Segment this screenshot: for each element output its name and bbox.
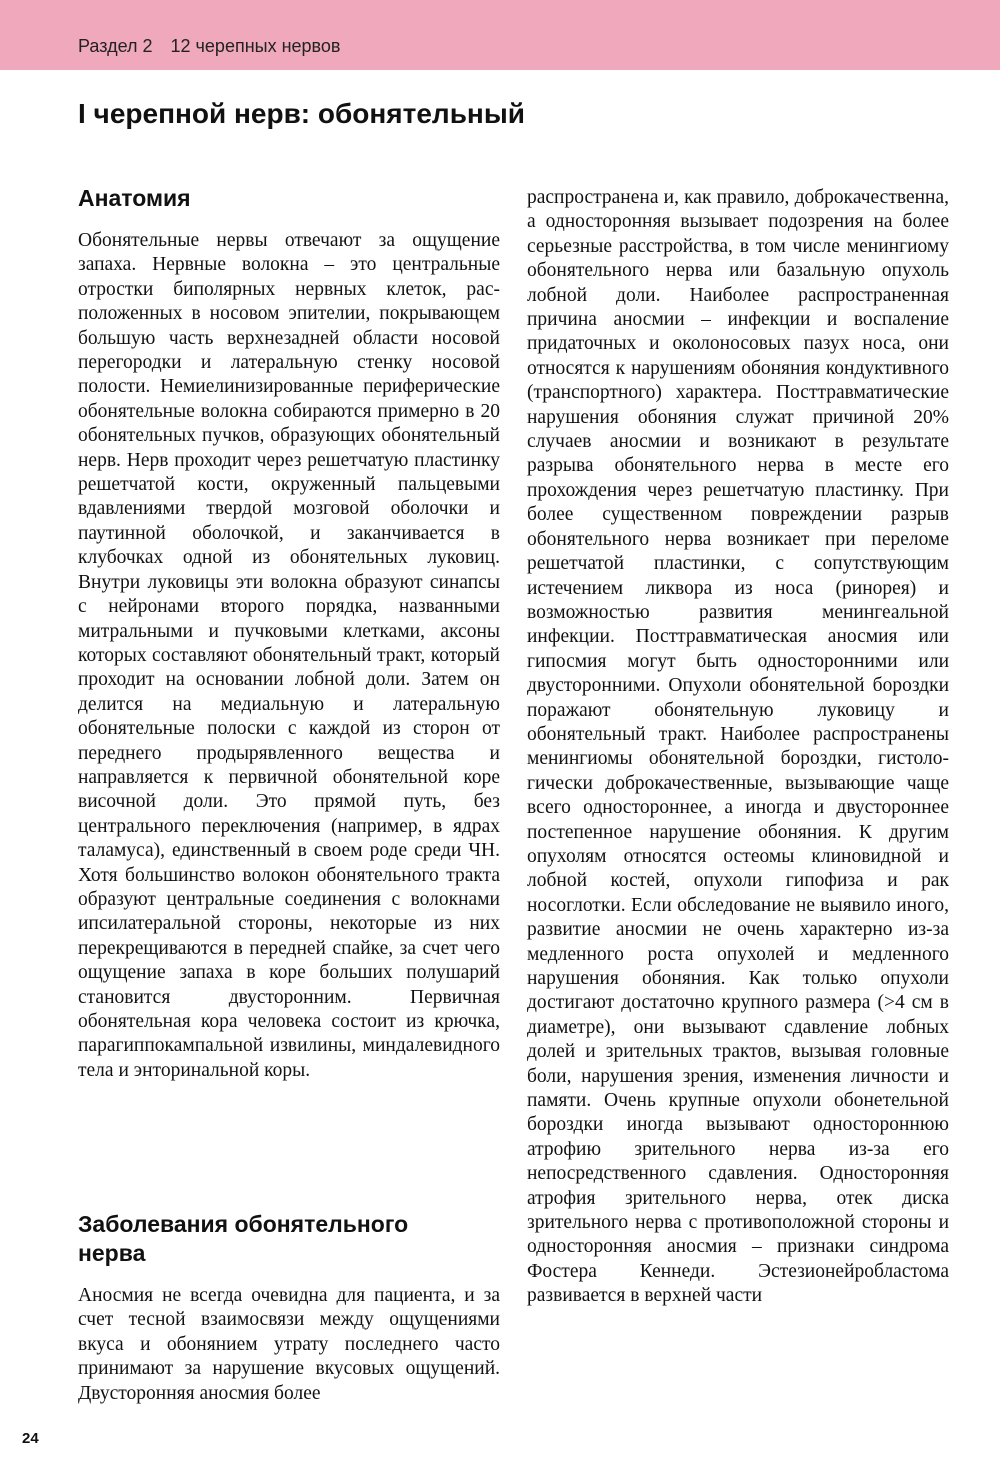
diseases-heading: Заболевания обонятельного нерва bbox=[78, 1211, 409, 1266]
page-number: 24 bbox=[22, 1430, 39, 1447]
header-band bbox=[0, 0, 1000, 70]
diseases-paragraph-right: распространена и, как правило, доброкачественна, а односторонняя вызывает подозрения на более серьезные расстройства, в том числе менингиому обонятельного нерва или базальную опухоль лобной доли. Наиболее распространенная причина аносмии – инфекции и воспаление придаточных и околоносовых пазух носа, они относятся к нарушениям обоняния кондуктивного (транспортного) характера. Посттравматические нарушения обоняния служат причиной 20% случаев аносмии и возникают в результате разрыва обонятельного нерва в месте его прохождения через решетчатую пластинку. При более существенном повреждении разрыв обонятельного нерва возникает при переломе решетчатой пластинки, с сопутствующим истечением ликвора из носа (ринорея) и возможностью развития менингеальной инфекции. Посттравматическая аносмия или гипосмия могут быть односторонними или двусторонними. Опухоли обонятельной бороздки поражают обонятельную луковицу и обонятельный тракт. Наиболее распространены менингиомы обонятельной бороздки, гистологически доброкачественные, вызывающие чаще всего одностороннее, а иногда и двустороннее постепенное нарушение обоняния. К другим опухолям относятся остеомы клиновидной и лобной костей, опухоли гипофиза и рак носоглотки. Если обследование не выявило иного, развитие аносмии не очень характерно из-за медленного роста опухолей и медленного нарушения обоняния. Как только опухоли достигают достаточно крупного размера (>4 см в диаметре), они вызывают сдавление лобных долей и зрительных трактов, вызывая головные боли, нарушения зрения, изменения личности и памяти. Очень крупные опухоли обонетельной бороздки иногда вызывают одностороннюю атрофию зрительного нерва из-за его непосредственного сдавления. Односторонняя атрофия зрительного нерва, отек диска зрительного нерва с противоположной стороны и односторонняя аносмия – признаки синдрома Фостера Кеннеди. Эстезионейробластома развивается в верхней части bbox=[527, 187, 949, 1307]
diseases-paragraph-left: Аносмия не всегда очевидна для пациента, и за счет тесной взаимосвязи между ощущениями вкуса и обонянием утрату последнего часто принимают за нарушение вкусовых ощущений. Двусторонняя аносмия более bbox=[78, 1285, 500, 1404]
section-label: Раздел 2 bbox=[78, 36, 153, 56]
page-title: I черепной нерв: обонятельный bbox=[78, 98, 525, 129]
anatomy-paragraph: Обонятельные нервы отвечают за ощущение запаха. Нервные волокна – это центральные отростки биполярных нервных клеток, расположенных в носовом эпителии, покрывающем большую часть верхнезадней области носовой перегородки и латеральную стенку носовой полости. Немиелинизированные периферические обонятельные волокна собираются примерно в 20 обонятельных пучков, образующих обонятельный нерв. Нерв проходит через решетчатую пластинку решетчатой кости, окруженный пальцевыми вдавлениями твердой мозговой оболочки и паутинной оболочкой, и заканчивается в клубочках одной из обонятельных луковиц. Внутри луковицы эти волокна образуют синапсы с нейронами второго порядка, названными митральными и пучковыми клетками, аксоны которых составляют обонятельный тракт, который проходит на основании лобной доли. Затем он делится на медиальную и латеральную обонятельные полоски с каждой из сторон от переднего продырявленного вещества и направляется к первичной обонятельной коре височной доли. Это прямой путь, без центрального переключения (например, в ядрах таламуса), единственный в своем роде среди ЧН. Хотя большинство волокон обонятельного тракта образуют центральные соединения с волокнами ипсилатеральной стороны, некоторые из них перекрещиваются в передней спайке, за счет чего ощущение запаха в коре больших полушарий становится двусторонним. Первичная обонятельная кора человека состоит из крючка, парагиппокампальной извилины, миндалевидного тела и энторинальной коры. bbox=[78, 230, 500, 1081]
anatomy-heading: Анатомия bbox=[78, 185, 191, 211]
chapter-name: 12 черепных нервов bbox=[170, 36, 341, 56]
running-header bbox=[78, 36, 340, 57]
